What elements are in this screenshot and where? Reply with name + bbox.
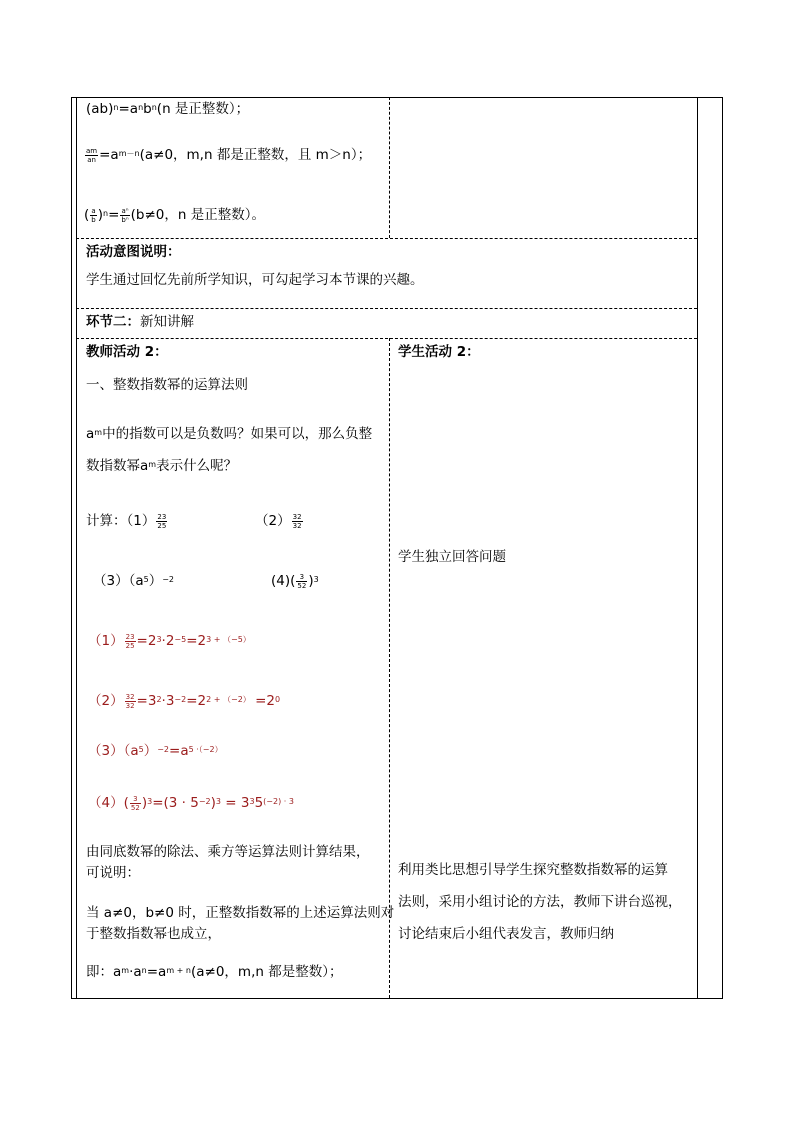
question-line-1: $a^m$中的指数可以是负数吗？如果可以，那么负整 xyxy=(86,426,373,442)
method-line-2: 法则，采用小组讨论的方法，教师下讲台巡视， xyxy=(398,894,682,910)
method-line-3: 讨论结束后小组代表发言，教师归纳 xyxy=(398,926,614,942)
student-answer: 学生独立回答问题 xyxy=(398,549,506,565)
column-divider-bottom xyxy=(389,338,390,998)
row-divider xyxy=(76,308,697,309)
conclusion-line-2: 可说明： xyxy=(86,865,140,881)
rule-quotient: $\frac{am}{an}$ $=a^{m-n}(a\ne 0$，m,n 都是正整数，且 m＞n）； xyxy=(86,146,372,164)
answer-4: （4）( $\frac{3}{52}$ )$^3=(3 \cdot 5^{-2})^3 = 3^35^{(-2) \cdot 3}$ xyxy=(88,794,294,812)
answer-1: （1） $\frac{23}{25}$ $=2^3\cdot 2^{-5}=2^{3 + (-5)}$ xyxy=(88,632,251,650)
table-inner-left-border xyxy=(76,97,77,999)
fraction: $\frac{3}{52}$ xyxy=(130,794,140,812)
table-inner-right-border xyxy=(697,97,698,999)
row-divider xyxy=(76,238,697,239)
condition-line-1: 当 a≠0，b≠0 时，正整数指数幂的上述运算法则对 xyxy=(86,905,395,921)
fraction: $\frac{32}{32}$ xyxy=(125,692,135,710)
table-left-border xyxy=(71,97,72,999)
calc-line-4: (4)( $\frac{3}{52}$ )$^3$ xyxy=(271,572,319,590)
rule-fraction-power: ( $\frac{a}{b}$ )$^n$= $\frac{\text{aⁿ}}{\text{bⁿ}}$ (b≠0，n 是正整数）。 xyxy=(84,206,265,224)
method-line-1: 利用类比思想引导学生探究整数指数幂的运算 xyxy=(398,862,668,878)
table-top-border xyxy=(71,97,723,98)
fraction: $\frac{a}{b}$ xyxy=(91,206,96,224)
column-divider-top xyxy=(389,97,390,238)
teacher-activity-title: 教师活动 2： xyxy=(86,344,168,360)
table-bottom-border xyxy=(71,998,723,999)
conclusion-line-1: 由同底数幂的除法、乘方等运算法则计算结果， xyxy=(86,844,370,860)
intent-text: 学生通过回忆先前所学知识，可勾起学习本节课的兴趣。 xyxy=(86,272,424,288)
intent-title: 活动意图说明： xyxy=(86,244,181,260)
fraction: $\frac{23}{25}$ xyxy=(157,512,167,530)
calc-line-3: $(3)(a^5)^{-2}$ xyxy=(93,573,175,589)
fraction: $\frac{32}{32}$ xyxy=(292,512,302,530)
fraction: $\frac{\text{aⁿ}}{\text{bⁿ}}$ xyxy=(121,206,129,224)
section-title: 环节二：新知讲解 xyxy=(86,314,194,330)
rule-product-power: $(ab)^n=a^nb^n(n$ 是正整数）； xyxy=(86,101,250,117)
condition-line-2: 于整数指数幂也成立， xyxy=(86,926,221,942)
fraction: $\frac{am}{an}$ xyxy=(86,146,98,164)
student-activity-title: 学生活动 2： xyxy=(398,344,480,360)
answer-3: $(3)(a^5)^{-2}=a^{5 \cdot(-2)}$ xyxy=(88,743,223,759)
table-right-border xyxy=(722,97,723,999)
integer-power-rule: 即：$a^m\cdot a^n=a^{m + n}(a\ne 0$，m,n 都是整数）； xyxy=(86,964,343,980)
answer-2: （2） $\frac{32}{32}$ $=3^2\cdot 3^{-2}=2^{2 + (-2)} =2^0$ xyxy=(88,692,281,710)
calc-line-2: （2） $\frac{32}{32}$ xyxy=(255,512,302,530)
fraction: $\frac{23}{25}$ xyxy=(125,632,135,650)
fraction: $\frac{3}{52}$ xyxy=(297,572,307,590)
row-divider xyxy=(76,338,697,339)
teacher-heading: 一、整数指数幂的运算法则 xyxy=(86,377,248,393)
calc-line-1: 计算：（1） $\frac{23}{25}$ xyxy=(86,512,167,530)
question-line-2: 数指数幂$a^m$表示什么呢？ xyxy=(86,458,238,474)
